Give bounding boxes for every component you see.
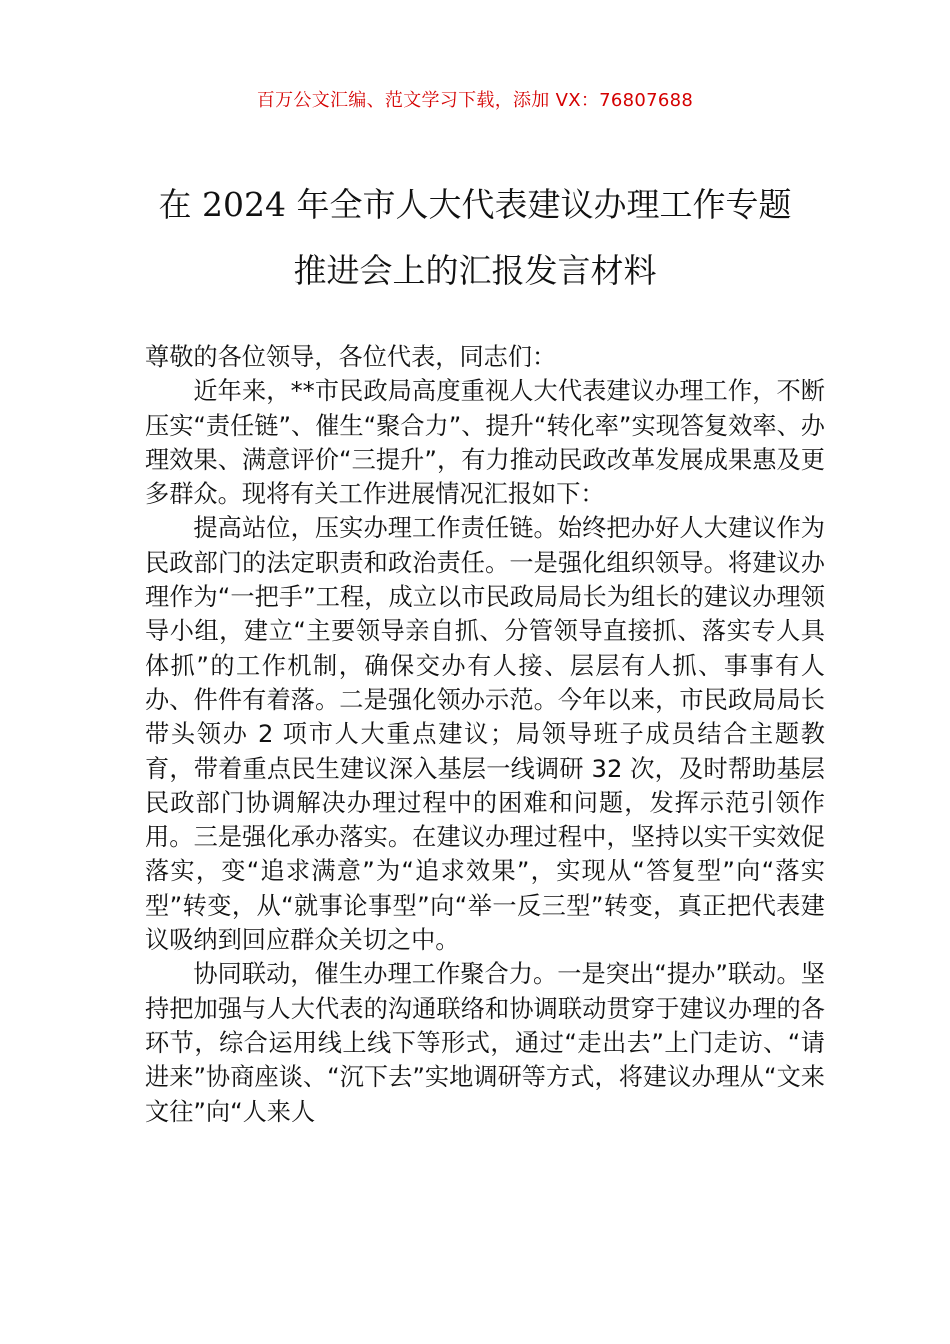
title-line-1: 在 2024 年全市人大代表建议办理工作专题 (158, 185, 792, 224)
salutation: 尊敬的各位领导，各位代表，同志们： (145, 343, 557, 371)
title-line-2: 推进会上的汇报发言材料 (293, 251, 657, 290)
document-body (145, 340, 825, 1129)
paragraph-intro: 近年来，**市民政局高度重视人大代表建议办理工作，不断压实“责任链”、催生“聚合力”、提升“转化率”实现答复效率、办理效果、满意评价“三提升”，有力推动民政改革发展成果惠及更多群众。现将有关工作进展情况汇报如下： (145, 377, 825, 509)
paragraph-responsibility: 提高站位，压实办理工作责任链。始终把办好人大建议作为民政部门的法定职责和政治责任。一是强化组织领导。将建议办理作为“一把手”工程，成立以市民政局局长为组长的建议办理领导小组，建立“主要领导亲自抓、分管领导直接抓、落实专人具体抓”的工作机制，确保交办有人接、层层有人抓、事事有人办、件件有着落。二是强化领办示范。今年以来，市民政局局长带头领办 2 项市人大重点建议；局领导班子成员结合主题教育，带着重点民生建议深入基层一线调研 32 次，及时帮助基层民政部门协调解决办理过程中的困难和问题，发挥示范引领作用。三是强化承办落实。在建议办理过程中，坚持以实干实效促落实，变“追求满意”为“追求效果”，实现从“答复型”向“落实型”转变，从“就事论事型”向“举一反三型”转变，真正把代表建议吸纳到回应群众关切之中。 (145, 514, 825, 955)
document-title (90, 172, 860, 304)
paragraph-coordination: 协同联动，催生办理工作聚合力。一是突出“提办”联动。坚持把加强与人大代表的沟通联络和协调联动贯穿于建议办理的各环节，综合运用线上线下等形式，通过“走出去”上门走访、“请进来”协商座谈、“沉下去”实地调研等方式，将建议办理从“文来文往”向“人来人 (145, 960, 825, 1126)
header-note: 百万公文汇编、范文学习下载，添加 VX：76807688 (256, 90, 694, 111)
